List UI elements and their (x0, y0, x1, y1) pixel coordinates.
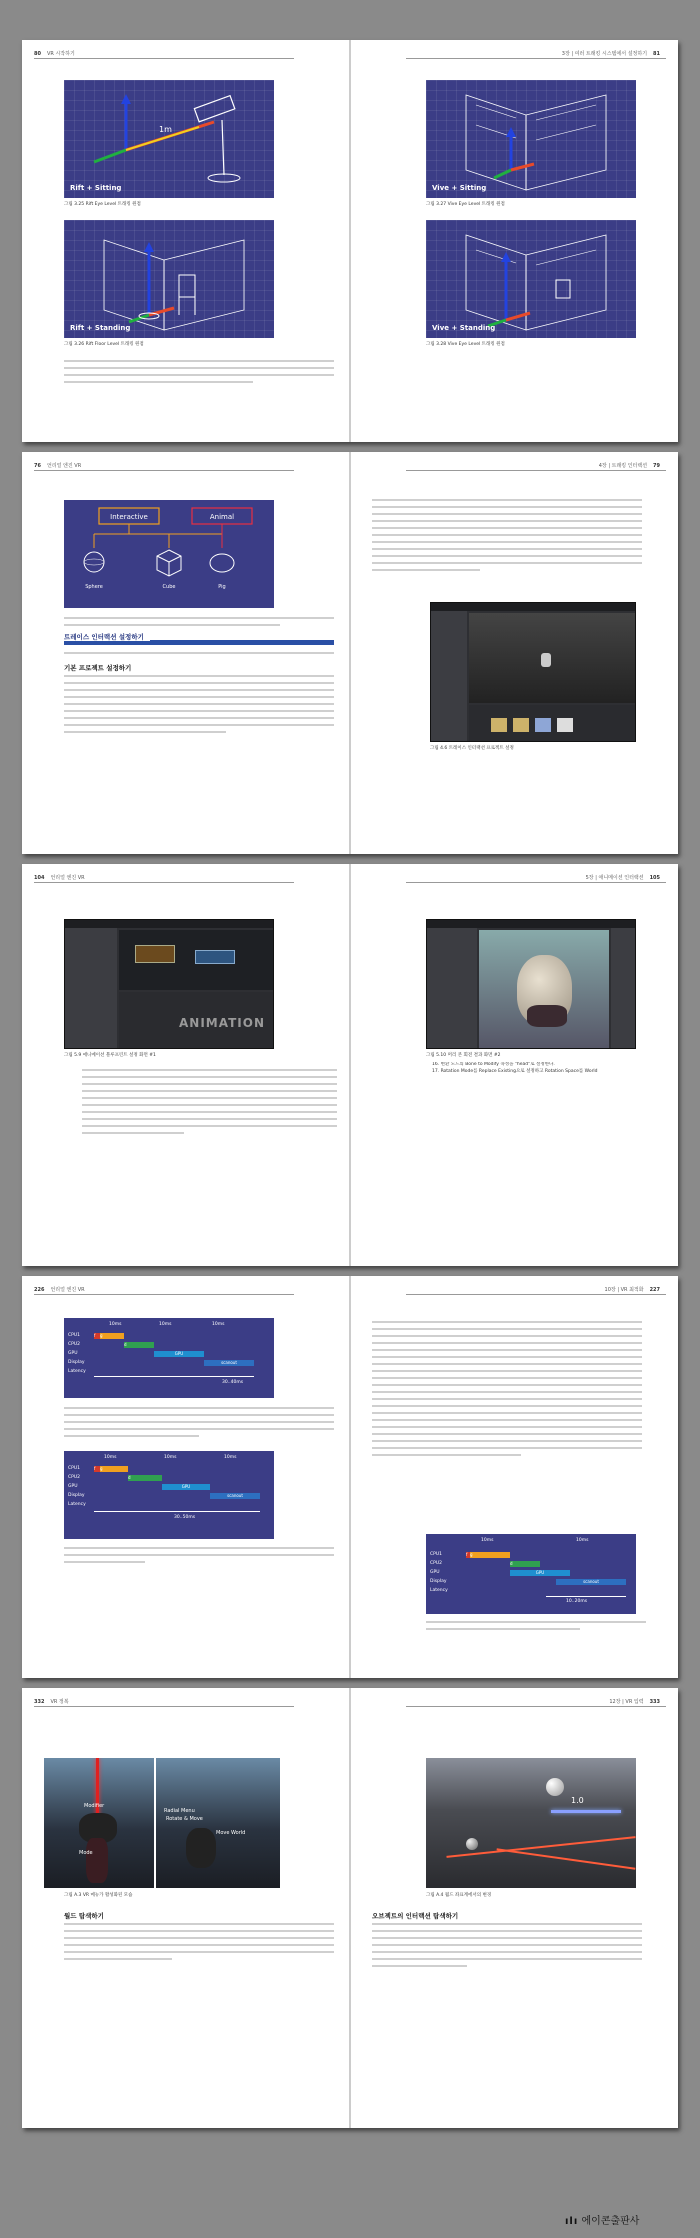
game-segment: g (470, 1552, 510, 1558)
body-text-block (64, 647, 334, 659)
figure-caption: 그림 3.27 Vive Eye Level 트래킹 원점 (426, 202, 505, 207)
editor-screenshot (430, 602, 636, 742)
latency-timeline-1 (64, 1318, 274, 1398)
publisher-logo (565, 2212, 639, 2227)
section-title: 트레이스 인터랙션 설정하기 (64, 632, 150, 641)
scanout-segment: scanout (210, 1493, 260, 1499)
sphere-label: Sphere (85, 584, 103, 590)
row-label: GPU (68, 1351, 78, 1356)
subsection-title: 기본 프로젝트 설정하기 (64, 664, 132, 672)
scanout-segment: scanout (556, 1579, 626, 1585)
row-label: CPU2 (430, 1561, 443, 1566)
anim-blueprint-screenshot (64, 919, 274, 1049)
running-header: VR 정복 (50, 1699, 69, 1705)
running-header: 5장 | 애니메이션 인터랙션 (585, 875, 644, 881)
tick-label: 10ms (159, 1322, 172, 1327)
room-wireframe-illustration (426, 220, 636, 338)
numbered-steps (432, 1062, 652, 1088)
step-number: 16. (432, 1062, 440, 1067)
vr-menu-render-right (156, 1758, 280, 1888)
latency-label: 30..50ms (174, 1515, 196, 1520)
scale-value-label: 1.0 (571, 1796, 584, 1805)
figure-vive-standing (426, 220, 636, 338)
row-label: CPU2 (68, 1475, 81, 1480)
latency-timeline-2 (64, 1451, 274, 1539)
figure-caption: 그림 A.4 월드 좌표계에서의 변경 (426, 1893, 492, 1898)
step-text: Rotation Mode를 Replace Existing으로 설정하고 Rotation Space를 World (440, 1068, 598, 1074)
draw-segment: d (128, 1475, 162, 1481)
page-number: 81 (653, 51, 660, 57)
step-number: 17. (432, 1068, 440, 1074)
page-spread-4 (22, 1276, 678, 1678)
gpu-segment: GPU (154, 1351, 204, 1357)
head-bone-screenshot (426, 919, 636, 1049)
row-label: CPU2 (68, 1342, 81, 1347)
vr-menu-render-left (44, 1758, 154, 1888)
tick-label: 10ms (576, 1538, 589, 1543)
row-label: Display (430, 1579, 447, 1584)
running-header: VR 시작하기 (46, 51, 75, 57)
running-header: 10장 | VR 최적화 (604, 1287, 644, 1293)
tick-label: 10ms (481, 1538, 494, 1543)
running-header: 3장 | 여러 트래킹 시스템에서 설정하기 (561, 51, 648, 57)
figure-caption: 그림 3.28 Vive Eye Level 트래킹 원점 (426, 342, 505, 347)
publisher-name: 에이콘출판사 (581, 2216, 640, 2227)
page-number: 332 (34, 1699, 45, 1705)
figure-vive-sitting (426, 80, 636, 198)
tick-label: 10ms (104, 1455, 117, 1460)
page-spread-1 (22, 40, 678, 442)
figure-rift-sitting (64, 80, 274, 198)
page-number: 104 (34, 875, 45, 881)
game-segment: g (100, 1466, 128, 1472)
row-label: GPU (68, 1484, 78, 1489)
figure-caption-block (64, 1542, 334, 1566)
running-header: 언리얼 엔진 VR (50, 875, 85, 881)
mode-label: Mode (79, 1850, 93, 1856)
page-number: 80 (34, 51, 41, 57)
publisher-mark-icon: ılı (565, 2216, 579, 2227)
figure-caption-block (426, 1616, 646, 1632)
page-number: 227 (649, 1287, 660, 1293)
body-text-block (64, 1402, 334, 1444)
radial-menu-label: Radial Menu (164, 1808, 195, 1814)
tick-label: 10ms (212, 1322, 225, 1327)
interactive-label: Interactive (110, 513, 148, 521)
vr-world-render (426, 1758, 636, 1888)
row-label: Latency (430, 1588, 448, 1593)
page-number: 105 (649, 875, 660, 881)
body-text-block (64, 670, 334, 770)
pig-label: Pig (218, 584, 226, 590)
body-text-block (372, 1316, 642, 1536)
tick-label: 10ms (109, 1322, 122, 1327)
animation-watermark: ANIMATION (179, 1016, 265, 1030)
camera-sensor-illustration (64, 80, 274, 198)
row-label: CPU1 (430, 1552, 443, 1557)
figure-label: Rift + Sitting (70, 184, 122, 192)
draw-segment: d (510, 1561, 540, 1567)
figure-caption: 그림 A.3 VR 메뉴가 활성화된 모습 (64, 1893, 133, 1898)
row-label: Latency (68, 1502, 86, 1507)
page-number: 76 (34, 463, 41, 469)
room-wireframe-illustration (64, 220, 274, 338)
running-header: 12장 | VR 입력 (609, 1699, 644, 1705)
row-label: CPU1 (68, 1466, 81, 1471)
page-spread-5 (22, 1688, 678, 2128)
figure-caption: 그림 3.25 Rift Eye Level 트래킹 원점 (64, 202, 141, 207)
running-header: 4장 | 트래킹 인터랙션 (598, 463, 648, 469)
step-text: 변환 노드의 Bone to Modify 속성을 "head"로 설정한다. (440, 1062, 555, 1067)
page-number: 79 (653, 463, 660, 469)
draw-segment: d (124, 1342, 154, 1348)
body-text-block (64, 1918, 334, 1970)
tick-label: 10ms (164, 1455, 177, 1460)
game-segment: g (100, 1333, 124, 1339)
figure-label: Vive + Sitting (432, 184, 487, 192)
body-text-block (372, 494, 642, 599)
cube-label: Cube (162, 584, 176, 590)
page-number: 226 (34, 1287, 45, 1293)
latency-timeline-3 (426, 1534, 636, 1614)
latency-label: 10..20ms (566, 1599, 588, 1604)
scanout-segment: scanout (204, 1360, 254, 1366)
figure-label: Vive + Standing (432, 324, 496, 332)
unit-label: 1m (159, 125, 172, 134)
figure-caption: 그림 5.10 머리 본 회전 결과 화면 #2 (426, 1053, 501, 1058)
section-title: 월드 탐색하기 (64, 1912, 104, 1920)
room-wireframe-illustration (426, 80, 636, 198)
figure-caption: 그림 3.26 Rift Floor Level 트래킹 원점 (64, 342, 144, 347)
row-label: Display (68, 1493, 85, 1498)
row-label: Latency (68, 1369, 86, 1374)
gpu-segment: GPU (510, 1570, 570, 1576)
animal-label: Animal (209, 513, 235, 521)
gpu-segment: GPU (162, 1484, 210, 1490)
frame-segment: f (94, 1333, 100, 1339)
body-text-block (82, 1064, 337, 1174)
figure-caption: 그림 5.9 애니메이션 블루프린트 설정 화면 #1 (64, 1053, 156, 1058)
move-world-label: Move World (216, 1830, 246, 1836)
rotate-move-label: Rotate & Move (166, 1816, 203, 1822)
row-label: CPU1 (68, 1333, 81, 1338)
frame-segment: f (94, 1466, 100, 1472)
section-title: 오브젝트의 인터랙션 탐색하기 (372, 1912, 459, 1920)
tick-label: 10ms (224, 1455, 237, 1460)
figure-label: Rift + Standing (70, 324, 131, 332)
frame-segment: f (466, 1552, 470, 1558)
page-spread-2 (22, 452, 678, 854)
body-text-block (372, 1918, 642, 1978)
figure-caption-block (64, 612, 334, 628)
modifier-label: Modifier (84, 1803, 105, 1809)
figure-rift-standing (64, 220, 274, 338)
row-label: Display (68, 1360, 85, 1365)
latency-label: 30..40ms (222, 1380, 244, 1385)
class-hierarchy-lines (64, 500, 274, 608)
running-header: 언리얼 엔진 VR (46, 463, 82, 469)
figure-caption: 그림 4.6 트레이스 인터랙션 프로젝트 설정 (430, 746, 514, 751)
row-label: GPU (430, 1570, 440, 1575)
interaction-class-diagram (64, 500, 274, 608)
body-text-block (64, 355, 334, 400)
page-number: 333 (649, 1699, 660, 1705)
running-header: 언리얼 엔진 VR (50, 1287, 85, 1293)
page-spread-3 (22, 864, 678, 1266)
